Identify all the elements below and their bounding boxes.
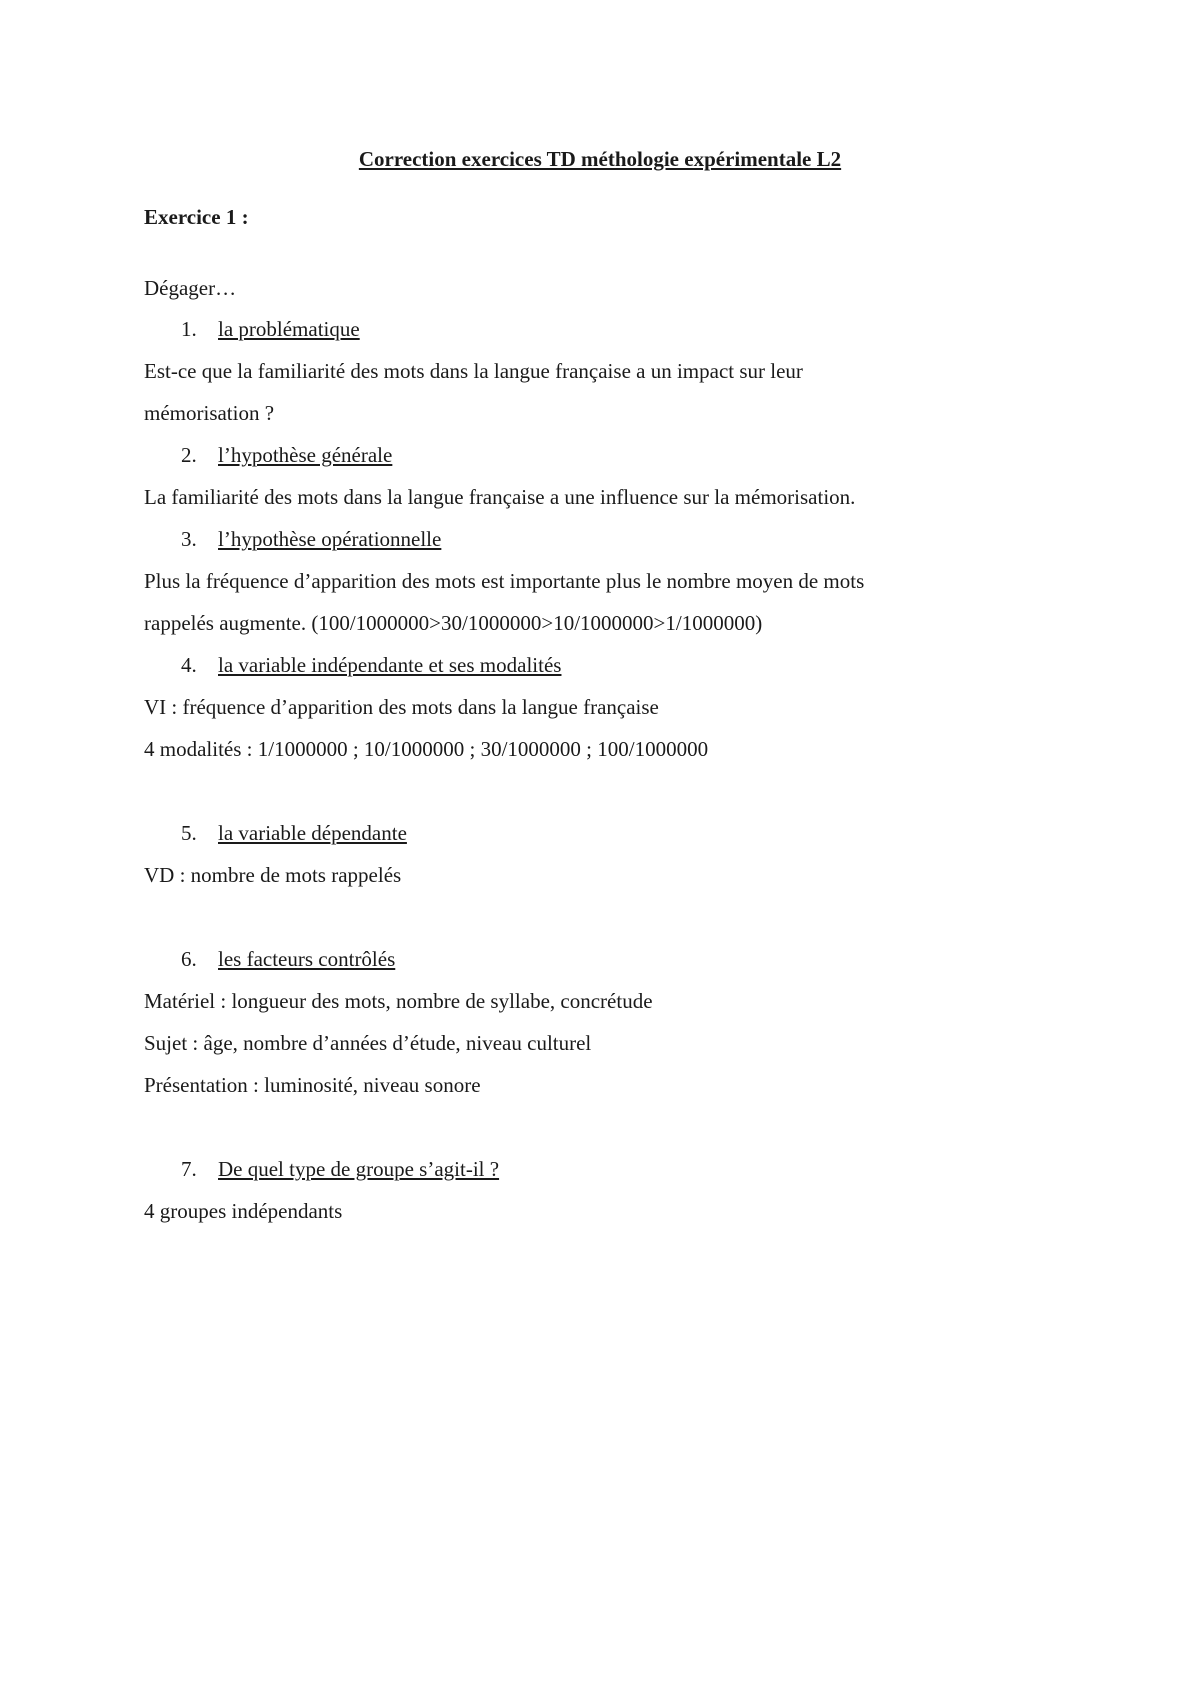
- section-number-5: 5.: [181, 821, 197, 845]
- section-heading-5: la variable dépendante: [218, 821, 407, 845]
- section-number-3: 3.: [181, 527, 197, 551]
- section-7-line-1: 4 groupes indépendants: [144, 1199, 343, 1223]
- section-3-line-1: Plus la fréquence d’apparition des mots est importante plus le nombre moyen de mots: [144, 569, 865, 593]
- section-4-line-1: VI : fréquence d’apparition des mots dans la langue française: [144, 695, 659, 719]
- section-6-line-1: Matériel : longueur des mots, nombre de syllabe, concrétude: [144, 989, 653, 1013]
- section-6-line-3: Présentation : luminosité, niveau sonore: [144, 1073, 481, 1097]
- section-5-line-1: VD : nombre de mots rappelés: [144, 863, 402, 887]
- document-title: Correction exercices TD méthologie expérimentale L2: [358, 147, 842, 171]
- section-1-line-2: mémorisation ?: [144, 401, 275, 425]
- section-4-line-2: 4 modalités : 1/1000000 ; 10/1000000 ; 30/1000000 ; 100/1000000: [144, 737, 709, 761]
- section-3-line-2: rappelés augmente. (100/1000000>30/1000000>10/1000000>1/1000000): [144, 611, 763, 635]
- section-heading-1: la problématique: [218, 317, 360, 341]
- exercise-heading: Exercice 1 :: [144, 205, 249, 229]
- section-number-2: 2.: [181, 443, 197, 467]
- section-number-4: 4.: [181, 653, 197, 677]
- section-2-line-1: La familiarité des mots dans la langue française a une influence sur la mémorisation.: [144, 485, 856, 509]
- section-number-1: 1.: [181, 317, 197, 341]
- section-1-line-1: Est-ce que la familiarité des mots dans la langue française a un impact sur leur: [144, 359, 803, 383]
- section-number-6: 6.: [181, 947, 197, 971]
- section-heading-3: l’hypothèse opérationnelle: [218, 527, 442, 551]
- section-heading-6: les facteurs contrôlés: [218, 947, 396, 971]
- section-heading-2: l’hypothèse générale: [218, 443, 393, 467]
- section-6-line-2: Sujet : âge, nombre d’années d’étude, niveau culturel: [144, 1031, 592, 1055]
- section-heading-4: la variable indépendante et ses modalités: [218, 653, 562, 677]
- section-heading-7: De quel type de groupe s’agit-il ?: [218, 1157, 500, 1181]
- section-number-7: 7.: [181, 1157, 197, 1181]
- intro-text: Dégager…: [144, 276, 237, 300]
